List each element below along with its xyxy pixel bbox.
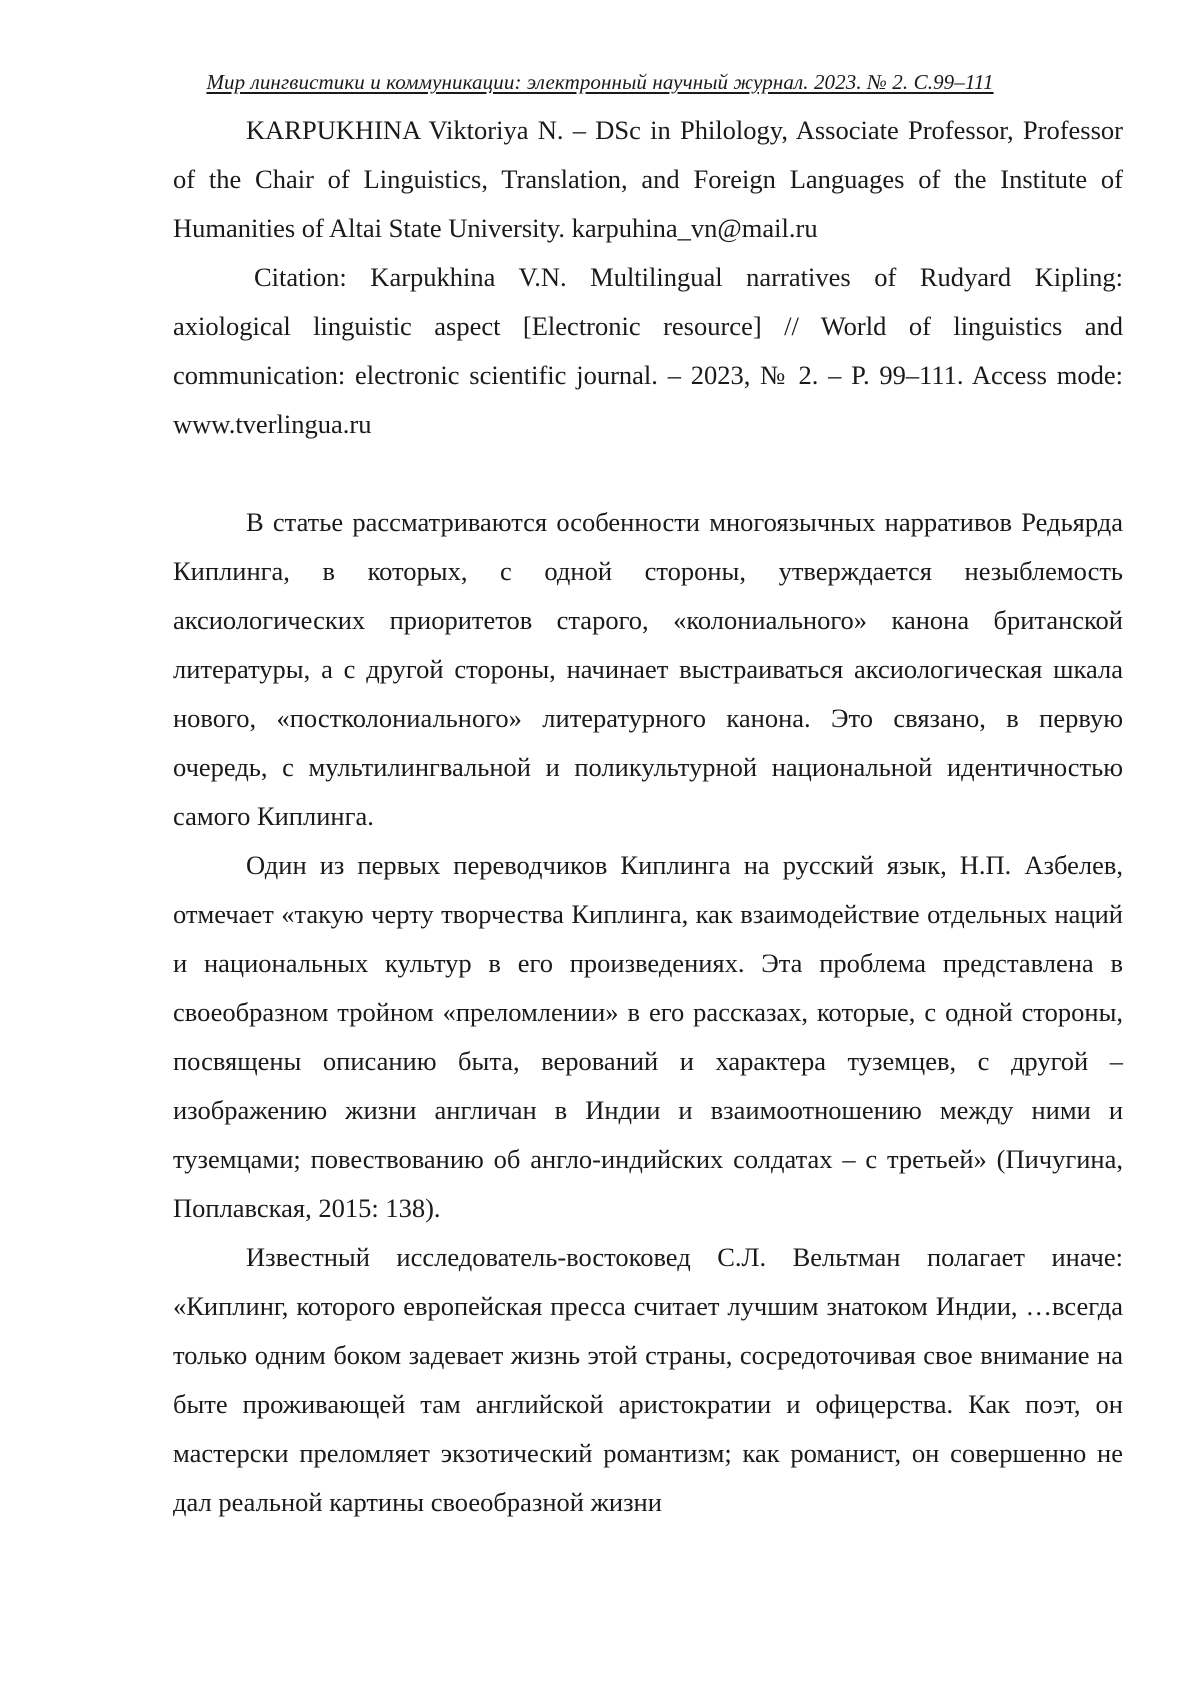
body-paragraph-azbelev: Один из первых переводчиков Киплинга на русский язык, Н.П. Азбелев, отмечает «такую черту творчества Киплинга, как взаимодействие отдельных наций и национальных культур в его произведениях. Эта проблема представлена в своеобразном тройном «преломлении» в его рассказах, которые, с одной стороны, посвящены описанию быта, верований и характера туземцев, с другой – изображению жизни англичан в Индии и взаимоотношению между ними и туземцами; повествованию об англо-индийских солдатах – с третьей» (Пичугина, Поплавская, 2015: 138).	[173, 841, 1123, 1233]
section-spacer	[173, 449, 1123, 498]
journal-running-header: Мир лингвистики и коммуникации: электронный научный журнал. 2023. № 2. С.99–111	[0, 70, 1200, 95]
citation-paragraph: Citation: Karpukhina V.N. Multilingual narratives of Rudyard Kipling: axiological linguistic aspect [Electronic resource] // World of linguistics and communication: electronic scientific journal. – 2023, № 2. – P. 99–111. Access mode: www.tverlingua.ru	[173, 253, 1123, 449]
page-content	[173, 106, 1123, 1527]
abstract-paragraph: В статье рассматриваются особенности многоязычных нарративов Редьярда Киплинга, в которых, с одной стороны, утверждается незыблемость аксиологических приоритетов старого, «колониального» канона британской литературы, а с другой стороны, начинает выстраиваться аксиологическая шкала нового, «постколониального» литературного канона. Это связано, в первую очередь, с мультилингвальной и поликультурной национальной идентичностью самого Киплинга.	[173, 498, 1123, 841]
document-page	[0, 0, 1200, 1697]
body-paragraph-veltman: Известный исследователь-востоковед С.Л. Вельтман полагает иначе: «Киплинг, которого европейская пресса считает лучшим знатоком Индии, …всегда только одним боком задевает жизнь этой страны, сосредоточивая свое внимание на быте проживающей там английской аристократии и офицерства. Как поэт, он мастерски преломляет экзотический романтизм; как романист, он совершенно не дал реальной картины своеобразной жизни	[173, 1233, 1123, 1527]
author-info-paragraph: KARPUKHINA Viktoriya N. – DSc in Philology, Associate Professor, Professor of the Chair of Linguistics, Translation, and Foreign Languages of the Institute of Humanities of Altai State University. karpuhina_vn@mail.ru	[173, 106, 1123, 253]
